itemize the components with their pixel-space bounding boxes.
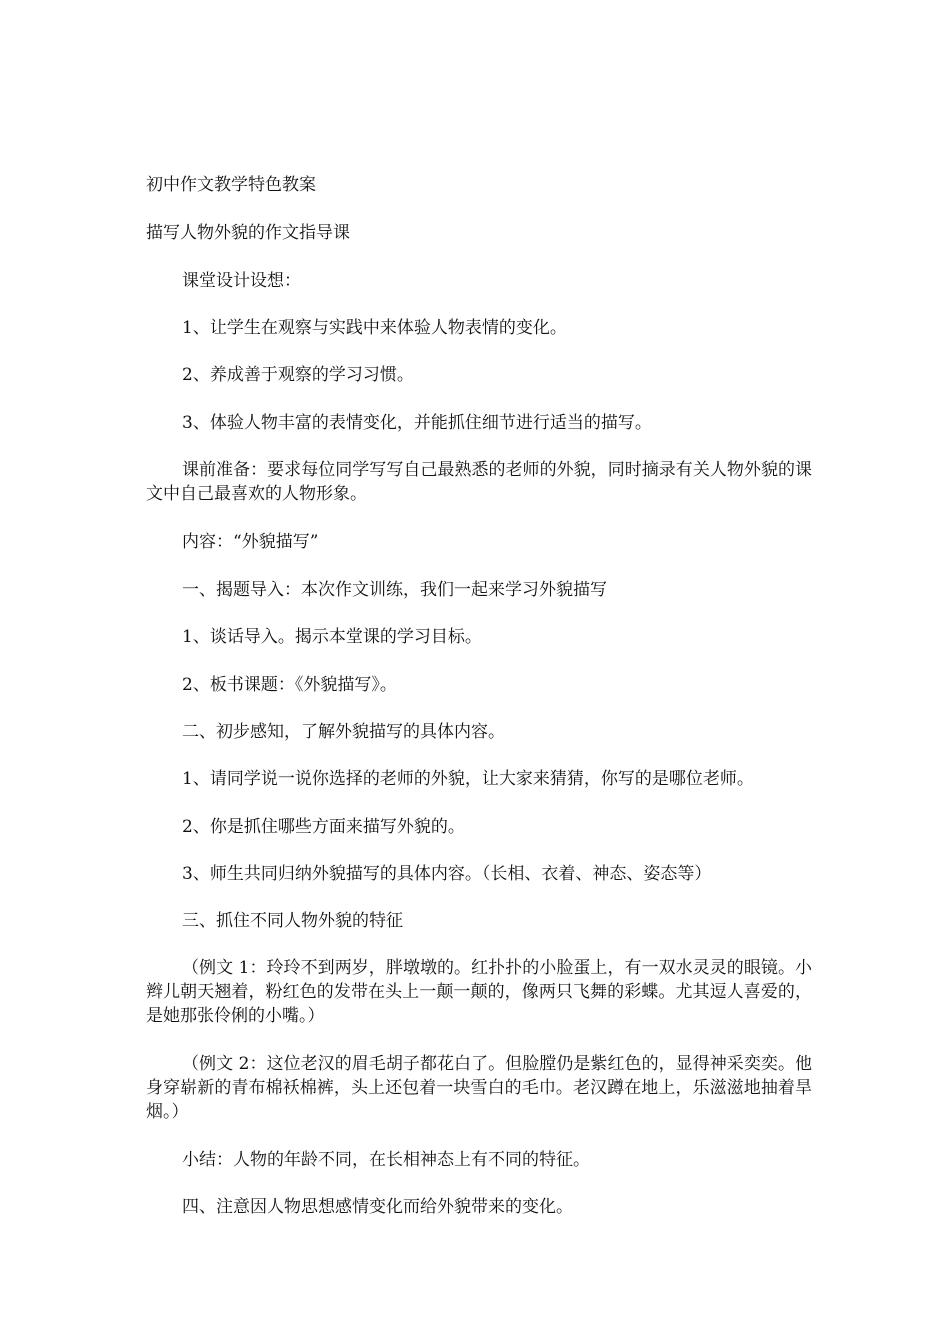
section3-summary: 小结：人物的年龄不同，在长相神态上有不同的特征。	[182, 1150, 590, 1170]
section1-item: 2、板书课题：《外貌描写》。	[182, 675, 397, 695]
example-1: （例文 1：玲玲不到两岁，胖墩墩的。红扑扑的小脸蛋上，有一双水灵灵的眼镜。小辫儿朝天翘着，粉红色的发带在头上一颠一颠的，像两只飞舞的彩蝶。尤其逗人喜爱的，是她那张伶俐的小嘴。）	[146, 958, 812, 1026]
goal-item: 2、养成善于观察的学习习惯。	[182, 365, 414, 385]
section2-item: 1、请同学说一说你选择的老师的外貌，让大家来猜猜，你写的是哪位老师。	[182, 769, 754, 789]
doc-title: 初中作文教学特色教案	[146, 175, 316, 195]
section1-item: 1、谈话导入。揭示本堂课的学习目标。	[182, 627, 482, 647]
prep-paragraph: 课前准备：要求每位同学写写自己最熟悉的老师的外貌，同时摘录有关人物外貌的课文中自己最喜欢的人物形象。	[146, 460, 812, 504]
section2-title: 二、初步感知，了解外貌描写的具体内容。	[182, 722, 505, 742]
goal-item: 1、让学生在观察与实践中来体验人物表情的变化。	[182, 318, 567, 338]
section2-item: 2、你是抓住哪些方面来描写外貌的。	[182, 817, 465, 837]
section2-item: 3、师生共同归纳外貌描写的具体内容。（长相、衣着、神态、姿态等）	[182, 864, 712, 884]
section3-title: 三、抓住不同人物外貌的特征	[182, 911, 403, 931]
example-2: （例文 2：这位老汉的眉毛胡子都花白了。但脸膛仍是紫红色的，显得神采奕奕。他身穿崭新的青布棉袄棉裤，头上还包着一块雪白的毛巾。老汉蹲在地上，乐滋滋地抽着旱烟。）	[146, 1054, 812, 1122]
lesson-title: 描写人物外貌的作文指导课	[146, 223, 350, 243]
design-label: 课堂设计设想：	[182, 271, 301, 291]
goal-item: 3、体验人物丰富的表情变化，并能抓住细节进行适当的描写。	[182, 413, 652, 433]
section1-title: 一、揭题导入：本次作文训练，我们一起来学习外貌描写	[182, 580, 607, 600]
content-line: 内容：“外貌描写”	[182, 532, 319, 552]
section4-title: 四、注意因人物思想感情变化而给外貌带来的变化。	[182, 1197, 573, 1217]
